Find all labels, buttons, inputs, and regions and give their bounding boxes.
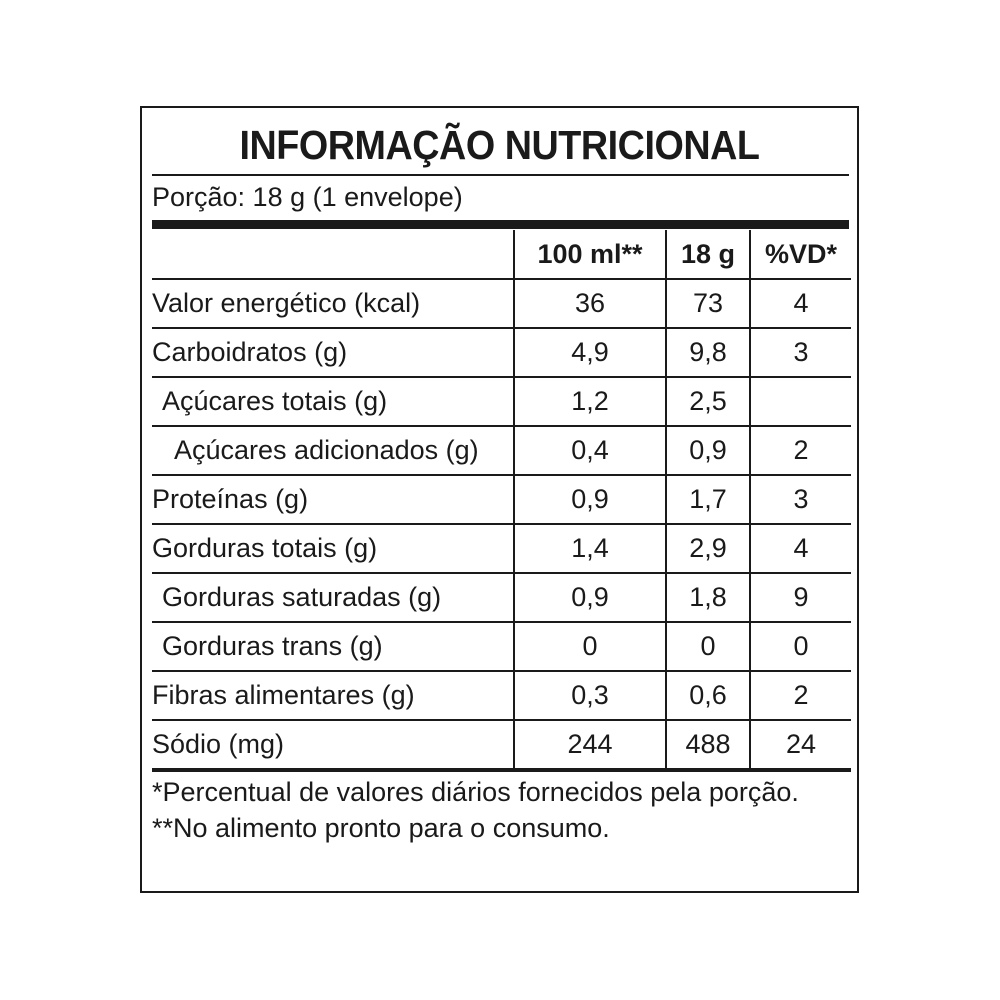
value-per-100ml: 0,4	[514, 426, 666, 475]
title-divider	[152, 174, 849, 176]
table-row	[152, 622, 851, 671]
value-per-100ml: 0,9	[514, 573, 666, 622]
table-row	[152, 475, 851, 524]
value-per-100ml: 36	[514, 279, 666, 328]
value-per-serving: 0,6	[666, 671, 750, 720]
value-daily-value: 2	[750, 671, 851, 720]
value-daily-value	[750, 377, 851, 426]
value-per-serving: 0,9	[666, 426, 750, 475]
table-row	[152, 279, 851, 328]
header-nutrient	[152, 230, 514, 279]
footnote-daily-values: *Percentual de valores diários fornecidos pela porção.	[152, 777, 799, 807]
table-row	[152, 524, 851, 573]
value-daily-value: 9	[750, 573, 851, 622]
value-daily-value: 2	[750, 426, 851, 475]
value-per-serving: 2,5	[666, 377, 750, 426]
value-daily-value: 0	[750, 622, 851, 671]
table-row	[152, 377, 851, 426]
nutrient-label: Carboidratos (g)	[152, 328, 514, 377]
value-daily-value: 24	[750, 720, 851, 770]
nutrient-label: Açúcares adicionados (g)	[152, 426, 514, 475]
value-daily-value: 4	[750, 524, 851, 573]
header-per-100ml: 100 ml**	[514, 230, 666, 279]
value-per-100ml: 0,3	[514, 671, 666, 720]
value-per-serving: 9,8	[666, 328, 750, 377]
table-row	[152, 573, 851, 622]
value-per-100ml: 1,4	[514, 524, 666, 573]
value-per-100ml: 0,9	[514, 475, 666, 524]
table-row	[152, 328, 851, 377]
table-header-row	[152, 230, 851, 279]
nutrient-label: Proteínas (g)	[152, 475, 514, 524]
header-per-serving: 18 g	[666, 230, 750, 279]
table-row	[152, 426, 851, 475]
value-per-100ml: 244	[514, 720, 666, 770]
nutrient-label: Sódio (mg)	[152, 720, 514, 770]
nutrient-label: Gorduras totais (g)	[152, 524, 514, 573]
value-per-100ml: 0	[514, 622, 666, 671]
value-per-serving: 0	[666, 622, 750, 671]
value-daily-value: 4	[750, 279, 851, 328]
value-per-100ml: 4,9	[514, 328, 666, 377]
serving-divider-thick	[152, 220, 849, 229]
value-per-serving: 2,9	[666, 524, 750, 573]
value-daily-value: 3	[750, 328, 851, 377]
value-per-100ml: 1,2	[514, 377, 666, 426]
value-daily-value: 3	[750, 475, 851, 524]
panel-title: INFORMAÇÃO NUTRICIONAL	[239, 122, 760, 168]
table-row	[152, 671, 851, 720]
value-per-serving: 1,8	[666, 573, 750, 622]
value-per-serving: 488	[666, 720, 750, 770]
table-row	[152, 720, 851, 770]
nutrient-label: Gorduras trans (g)	[152, 622, 514, 671]
nutrient-label: Açúcares totais (g)	[152, 377, 514, 426]
nutrition-table	[152, 230, 851, 772]
footnotes	[152, 774, 842, 846]
value-per-serving: 73	[666, 279, 750, 328]
value-per-serving: 1,7	[666, 475, 750, 524]
footnote-ready-to-eat: **No alimento pronto para o consumo.	[152, 813, 610, 843]
nutrition-facts-panel	[140, 106, 859, 893]
serving-size: Porção: 18 g (1 envelope)	[152, 182, 463, 212]
header-daily-value: %VD*	[750, 230, 851, 279]
nutrient-label: Fibras alimentares (g)	[152, 671, 514, 720]
nutrient-label: Valor energético (kcal)	[152, 279, 514, 328]
nutrient-label: Gorduras saturadas (g)	[152, 573, 514, 622]
